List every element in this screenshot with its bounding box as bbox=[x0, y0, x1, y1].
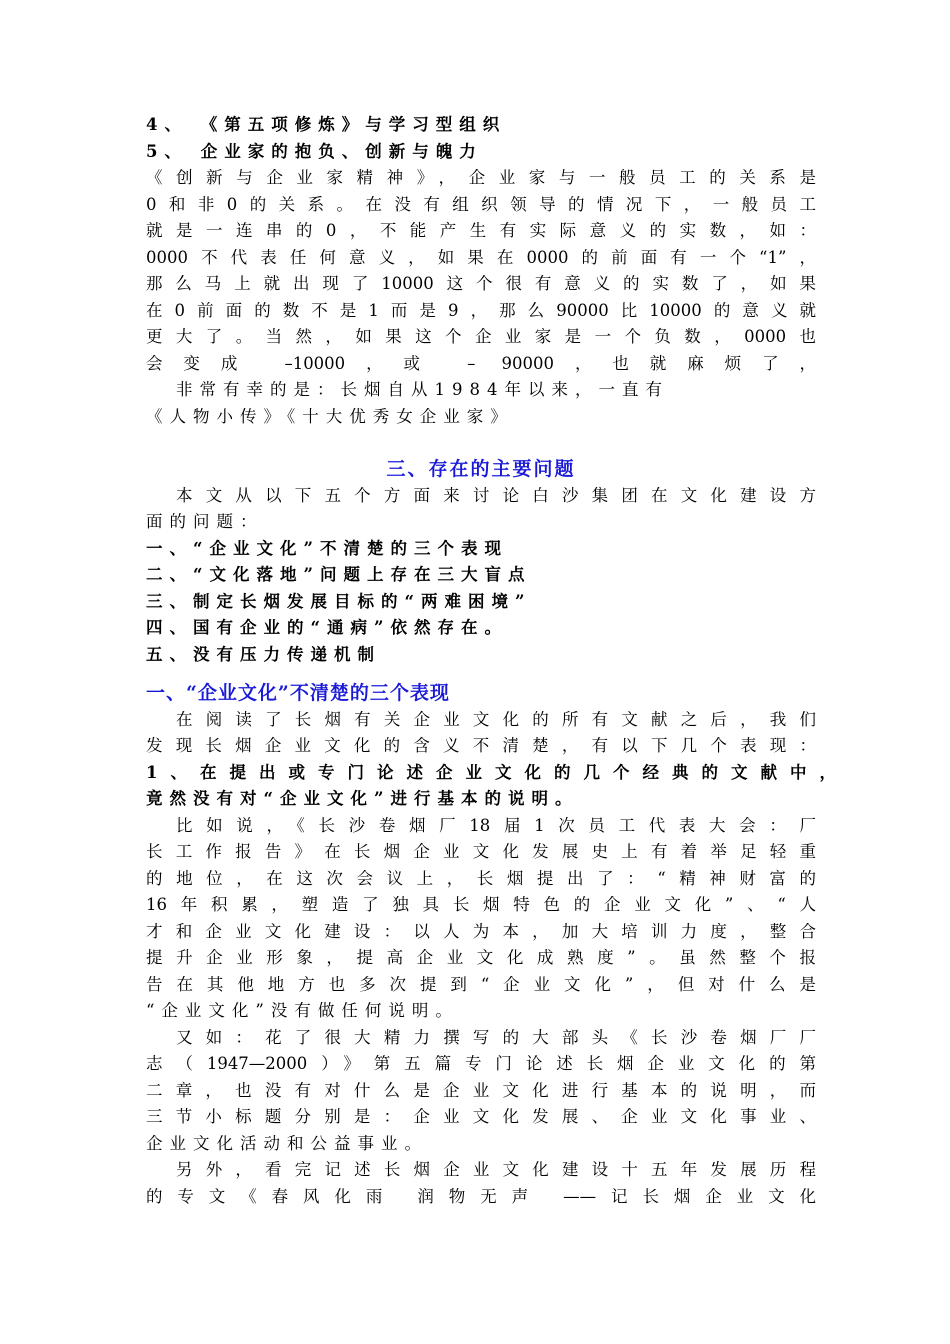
text-line: 发现长烟企业文化的含义不清楚，有以下几个表现： bbox=[146, 736, 816, 755]
paragraph bbox=[146, 707, 816, 760]
paragraph bbox=[146, 377, 816, 430]
text-line: 会变成 –10000，或 – 90000，也就麻烦了， bbox=[146, 353, 816, 373]
text-line: 竟然没有对“企业文化”进行基本的说明。 bbox=[146, 789, 579, 808]
text-line: 告在其他地方也多次提到“企业文化”，但对什么是 bbox=[146, 974, 816, 994]
text-line: 《创新与企业家精神》，企业家与一般员工的关系是 bbox=[146, 168, 816, 187]
list-item: 一、“企业文化”不清楚的三个表现 bbox=[146, 538, 508, 558]
text-line: 的专文《春风化雨 润物无声 ——记长烟企业文化 bbox=[146, 1186, 816, 1206]
text-line: 长工作报告》在长烟企业文化发展史上有着举足轻重 bbox=[146, 842, 816, 861]
section-heading: 三、存在的主要问题 bbox=[386, 458, 576, 480]
paragraph bbox=[146, 813, 816, 1025]
list-item: 二、“文化落地”问题上存在三大盲点 bbox=[146, 565, 532, 584]
text-line: 那么马上就出现了10000这个很有意义的实数了，如果 bbox=[146, 274, 816, 293]
text-line: “企业文化”没有做任何说明。 bbox=[146, 1001, 459, 1020]
text-line: 才和企业文化建设：以人为本，加大培训力度，整合 bbox=[146, 921, 816, 941]
text-line: 本文从以下五个方面来讨论白沙集团在文化建设方 bbox=[176, 485, 816, 505]
text-line: 又如：花了很大精力撰写的大部头《长沙卷烟厂厂 bbox=[176, 1027, 816, 1047]
text-line: 在阅读了长烟有关企业文化的所有文献之后，我们 bbox=[176, 709, 816, 729]
text-line: 《人物小传》《十大优秀女企业家》 bbox=[146, 406, 514, 426]
section-heading: 一、“企业文化”不清楚的三个表现 bbox=[146, 682, 450, 704]
text-line: 提升企业形象，提高企业文化成熟度”。虽然整个报 bbox=[146, 948, 816, 967]
text-line: 比如说，《长沙卷烟厂18届1次员工代表大会：厂 bbox=[176, 815, 816, 835]
text-line: 0000不代表任何意义，如果在0000的前面有一个“1”， bbox=[146, 247, 816, 267]
text-line: 志（1947—2000）》第五篇专门论述长烟企业文化的第 bbox=[146, 1054, 816, 1073]
text-line: 三节小标题分别是：企业文化发展、企业文化事业、 bbox=[146, 1107, 816, 1126]
text-line: 另外，看完记述长烟企业文化建设十五年发展历程 bbox=[176, 1160, 816, 1179]
list-item: 四、国有企业的“通病”依然存在。 bbox=[146, 618, 508, 637]
text-line: 16年积累，塑造了独具长烟特色的企业文化”、“人 bbox=[146, 895, 816, 914]
text-line: 面的问题： bbox=[146, 512, 264, 531]
emphasis-point bbox=[146, 760, 836, 813]
text-line: 就是一连串的0，不能产生有实际意义的实数，如： bbox=[146, 221, 816, 240]
paragraph bbox=[146, 1025, 816, 1158]
paragraph bbox=[146, 165, 816, 377]
text-line: 二章，也没有对什么是企业文化进行基本的说明，而 bbox=[146, 1080, 816, 1100]
text-line: 1、在提出或专门论述企业文化的几个经典的文献中， bbox=[146, 762, 836, 782]
list-item: 五、没有压力传递机制 bbox=[146, 644, 381, 664]
problem-list bbox=[146, 536, 816, 669]
text-line: 0和非0的关系。在没有组织领导的情况下，一般员工 bbox=[146, 194, 816, 214]
list-item: 三、制定长烟发展目标的“两难困境” bbox=[146, 591, 532, 611]
text-line: 的地位，在这次会议上，长烟提出了：“精神财富的 bbox=[146, 868, 816, 888]
list-item: 5、 企业家的抱负、创新与魄力 bbox=[146, 141, 483, 161]
text-line: 在0前面的数不是1而是9，那么90000比10000的意义就 bbox=[146, 300, 816, 320]
paragraph bbox=[146, 1157, 816, 1210]
paragraph bbox=[146, 483, 816, 536]
document-body bbox=[146, 112, 836, 1210]
text-line: 非常有幸的是：长烟自从1984年以来，一直有 bbox=[176, 380, 669, 399]
list-item: 4、 《第五项修炼》与学习型组织 bbox=[146, 115, 507, 134]
text-line: 更大了。当然，如果这个企业家是一个负数，0000也 bbox=[146, 327, 816, 346]
text-line: 企业文化活动和公益事业。 bbox=[146, 1133, 428, 1153]
